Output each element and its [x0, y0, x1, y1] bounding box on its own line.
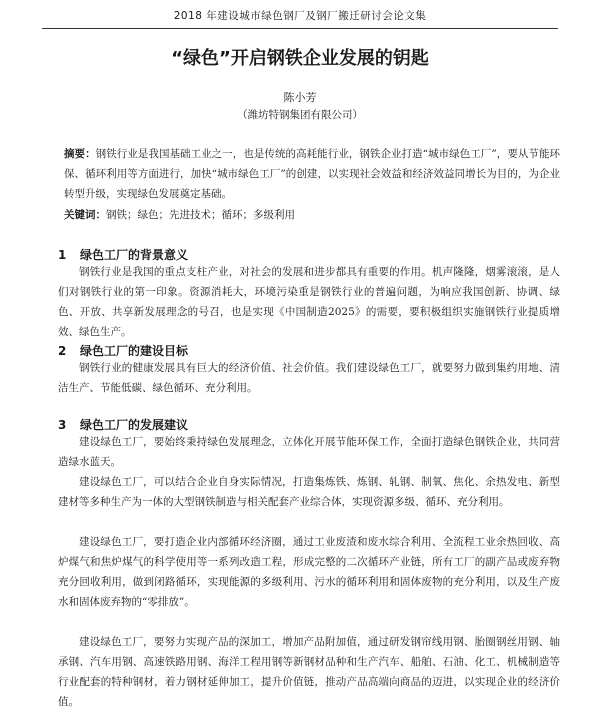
running-header: 2018 年建设城市绿色钢厂及钢厂搬迁研讨会论文集 — [42, 8, 558, 29]
author-affiliation: （潍坊特钢集团有限公司） — [237, 109, 363, 121]
paragraph: 建设绿色工厂，要始终秉持绿色发展理念，立体化开展节能环保工作，全面打造绿色钢铁企业，共同营造绿水蓝天。 — [58, 436, 560, 468]
abstract — [64, 144, 560, 204]
abstract-label: 摘要： — [64, 148, 96, 160]
paragraph: 钢铁行业是我国的重点支柱产业，对社会的发展和进步都具有重要的作用。机声隆隆，烟雾滚滚，是人们对钢铁行业的第一印象。资源消耗大，环境污染重是钢铁行业的普遍问题，为响应我国创新、协调、绿色、开放、共享新发展理念的号召，也是实现《中国制造2025》的需要，要积极组织实施钢铁行业提质增效、绿色生产。 — [58, 266, 560, 338]
section-number: 1 — [58, 248, 67, 262]
paragraph: 建设绿色工厂，要努力实现产品的深加工，增加产品附加值，通过研发钢帘线用钢、胎圈钢丝用钢、轴承钢、汽车用钢、高速铁路用钢、海洋工程用钢等新钢材品种和生产汽车、船舶、石油、化工、机械制造等行业配套的特种钢材，着力钢材延伸加工，提升价值链，推动产品高端向商品的迈进，以实现企业的经济价值。 — [58, 636, 560, 708]
keywords-text: 钢铁；绿色；先进技术；循环；多级利用 — [106, 209, 295, 221]
section-title: 绿色工厂的发展建议 — [80, 418, 189, 432]
abstract-text: 钢铁行业是我国基础工业之一，也是传统的高耗能行业，钢铁企业打造“城市绿色工厂”，要从节能环保、循环利用等方面进行，加快“城市绿色工厂”的创建，以实现社会效益和经济效益同增长为目的，为企业转型升级，实现绿色发展奠定基础。 — [64, 148, 561, 200]
section-title: 绿色工厂的背景意义 — [80, 248, 189, 262]
paragraph: 建设绿色工厂，可以结合企业自身实际情况，打造集炼铁、炼钢、轧钢、制氧、焦化、余热发电、新型建材等多种生产为一体的大型钢铁制造与相关配套产业综合体，实现资源多级、循环、充分利用。 — [58, 476, 560, 508]
section-heading-3 — [58, 416, 188, 433]
section-heading-1 — [58, 246, 188, 263]
keywords-label: 关键词： — [64, 209, 106, 221]
section-number: 2 — [58, 344, 67, 358]
paragraph: 钢铁行业的健康发展具有巨大的经济价值、社会价值。我们建设绿色工厂，就要努力做到集约用地、清洁生产、节能低碳、绿色循环、充分利用。 — [58, 362, 560, 394]
author-name: 陈小芳 — [283, 91, 317, 104]
section-number: 3 — [58, 418, 67, 432]
section-title: 绿色工厂的建设目标 — [80, 344, 189, 358]
section-heading-2 — [58, 342, 188, 359]
paper-title: “绿色”开启钢铁企业发展的钥匙 — [171, 48, 429, 69]
keywords — [64, 205, 560, 225]
paragraph: 建设绿色工厂，要打造企业内部循环经济圈，通过工业废渣和废水综合利用、全流程工业余热回收、高炉煤气和焦炉煤气的科学使用等一系列改造工程，形成完整的二次循环产业链，所有工厂的副产品或废弃物充分回收利用，做到闭路循环，实现能源的多级利用、污水的循环利用和固体废物的充分利用，以及生产废水和固体废弃物的“零排放”。 — [58, 536, 560, 608]
